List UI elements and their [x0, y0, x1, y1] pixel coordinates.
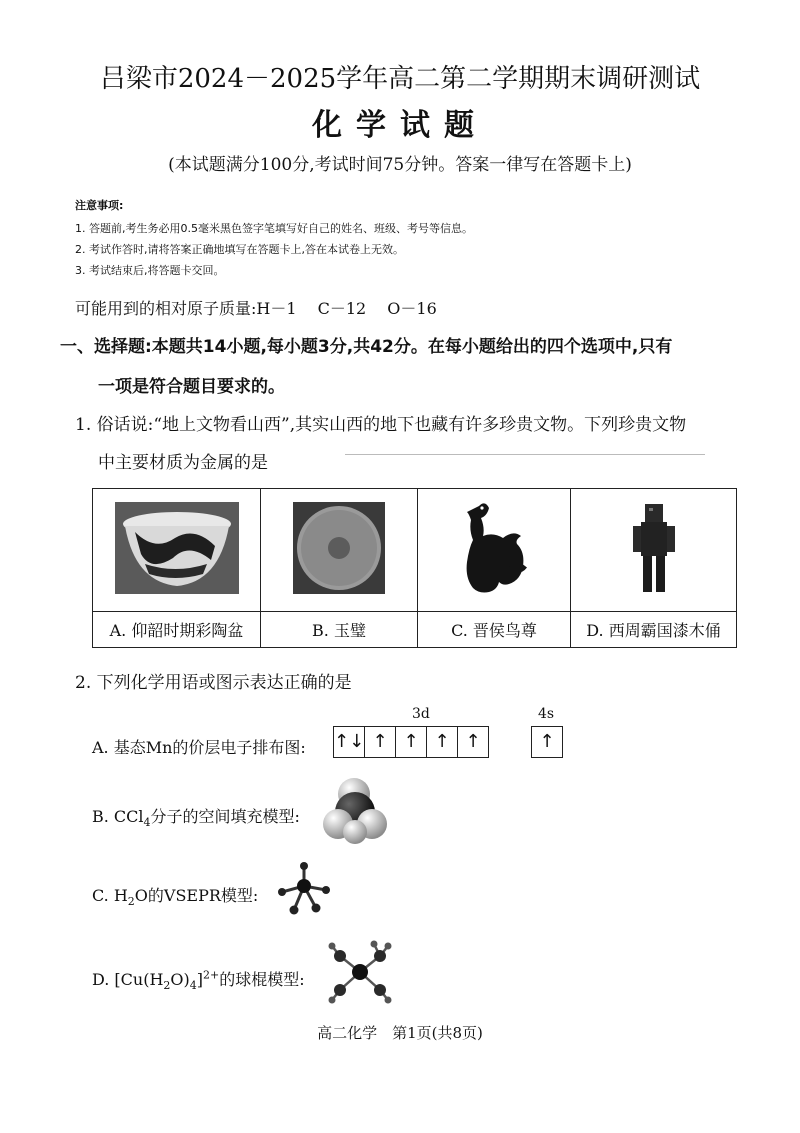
- section-heading-cont: 一项是符合题目要求的。: [98, 377, 285, 397]
- orbital-box: ↑: [457, 726, 489, 758]
- question-2-option-a: A. 基态Mn的价层电子排布图:: [92, 738, 306, 757]
- option-c-image-cell: [418, 489, 571, 612]
- question-1-stem: 1. 俗话说:“地上文物看山西”,其实山西的地下也藏有许多珍贵文物。下列珍贵文物: [75, 415, 687, 435]
- orbital-box: ↑↓: [333, 726, 365, 758]
- orbital-box-4s: ↑: [531, 726, 563, 758]
- h2o-vsepr-model-icon: [274, 860, 338, 920]
- answer-blank-line: [345, 454, 705, 455]
- page-footer: 高二化学 第1页(共8页): [317, 1024, 483, 1042]
- orbital-box: ↑: [426, 726, 458, 758]
- question-2-option-b: B. CCl$_4$分子的空间填充模型:: [92, 807, 300, 830]
- notice-item: 1. 答题前,考生务必用0.5毫米黑色签字笔填写好自己的姓名、班级、考号等信息。: [75, 222, 473, 235]
- option-d-image-cell: [571, 489, 737, 612]
- jade-bi-disc-icon: [293, 502, 385, 594]
- question-2-option-d: D. $[Cu(H_2O)_4]^{2+}$的球棍模型:: [92, 968, 305, 993]
- notice-item: 2. 考试作答时,请将答案正确地填写在答题卡上,答在本试卷上无效。: [75, 243, 404, 256]
- orbital-box: ↑: [364, 726, 396, 758]
- question-1-options-table: [92, 488, 737, 648]
- question-2-option-c: C. $H_2O$的VSEPR模型:: [92, 886, 259, 909]
- exam-note: (本试题满分100分,考试时间75分钟。答案一律写在答题卡上): [168, 155, 632, 175]
- bronze-bird-zun-icon: [449, 498, 539, 598]
- subject-title: 化学试题: [312, 108, 488, 143]
- question-1-stem-cont: 中主要材质为金属的是: [98, 453, 268, 473]
- option-d-label: D. 西周霸国漆木俑: [571, 612, 737, 648]
- option-c-label: C. 晋侯鸟尊: [418, 612, 571, 648]
- atomic-masses: 可能用到的相对原子质量:H－1 C－12 O－16: [75, 299, 437, 318]
- ccl4-space-filling-model-icon: [320, 776, 390, 846]
- orbital-label-4s: 4s: [538, 706, 555, 722]
- cu-h2o4-ball-and-stick-model-icon: [326, 938, 394, 1006]
- painted-pottery-basin-icon: [115, 502, 239, 594]
- exam-title: 吕梁市2024－2025学年高二第二学期期末调研测试: [99, 64, 701, 94]
- notice-item: 3. 考试结束后,将答题卡交回。: [75, 264, 225, 277]
- section-heading: 一、选择题:本题共14小题,每小题3分,共42分。在每小题给出的四个选项中,只有: [60, 337, 673, 357]
- question-2-stem: 2. 下列化学用语或图示表达正确的是: [75, 673, 352, 693]
- option-b-label: B. 玉璧: [261, 612, 418, 648]
- notice-heading: 注意事项:: [75, 199, 124, 212]
- orbital-diagram-3d: [333, 726, 489, 758]
- lacquered-wooden-figure-icon: [629, 498, 679, 598]
- orbital-box: ↑: [395, 726, 427, 758]
- orbital-label-3d: 3d: [412, 706, 430, 722]
- option-a-label: A. 仰韶时期彩陶盆: [93, 612, 261, 648]
- option-b-image-cell: [261, 489, 418, 612]
- option-a-image-cell: [93, 489, 261, 612]
